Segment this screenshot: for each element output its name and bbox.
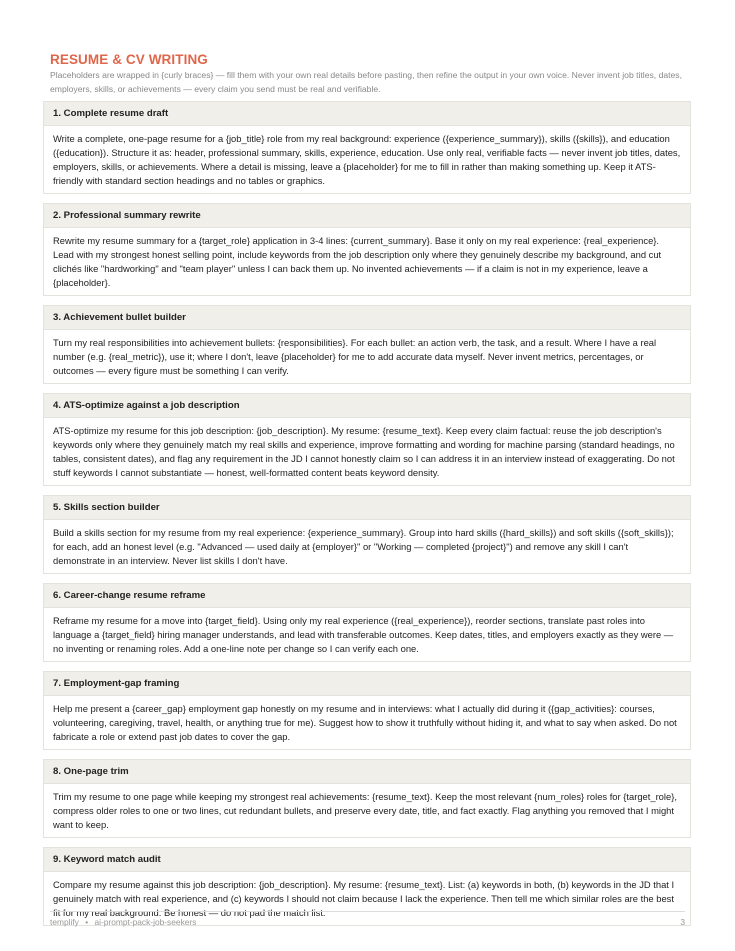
prompt-card <box>43 495 691 574</box>
prompt-body[interactable]: Build a skills section for my resume from my real experience: {experience_summary}. Group into hard skills ({hard_skills}) and soft skills ({soft_skills}); for each, add an honest level (e.g. "Advanced — used daily at {employer}" or "Working — completed {project}") and remove any skill I can't demonstrate in an interview. Never list skills I don't have. <box>53 527 674 566</box>
prompt-title: 9. Keyword match audit <box>44 848 690 872</box>
prompt-title: 3. Achievement bullet builder <box>44 306 690 330</box>
prompt-card <box>43 583 691 662</box>
prompt-body[interactable]: Rewrite my resume summary for a {target_role} application in 3-4 lines: {current_summary}. Base it only on my real experience: {real_experience}. Lead with my strongest honest selling point, include keywords from the job description only where they genuinely describe my background, and cut clichés like "hardworking" and "team player" unless I can back them up. No invented achievements — if a claim is not in my experience, leave a {placeholder}. <box>53 235 662 288</box>
prompt-title: 2. Professional summary rewrite <box>44 204 690 228</box>
prompt-body[interactable]: Help me present a {career_gap} employment gap honestly on my resume and in interviews: what I actually did during it ({gap_activities}: courses, volunteering, caregiving, travel, health, or anything true for me). Suggest how to show it truthfully without hiding it, and what to say when asked. Do not fabricate a role or extend past job dates to cover the gap. <box>53 703 677 742</box>
section-header <box>50 52 690 96</box>
prompt-title: 7. Employment-gap framing <box>44 672 690 696</box>
prompt-title: 6. Career-change resume reframe <box>44 584 690 608</box>
prompt-title: 8. One-page trim <box>44 760 690 784</box>
page-title: RESUME & CV WRITING <box>50 52 208 67</box>
prompt-title: 1. Complete resume draft <box>44 102 690 126</box>
prompt-card <box>43 671 691 750</box>
footer-credit <box>50 917 685 927</box>
page-footer <box>50 911 685 927</box>
prompt-body[interactable]: Trim my resume to one page while keeping my strongest real achievements: {resume_text}. Keep the most relevant {num_roles} roles for {target_role}, compress older roles to one or two lines, cut redundant bullets, and preserve every date, title, and fact exactly. Flag anything you removed that I might want to keep. <box>53 791 677 830</box>
prompt-card <box>43 393 691 486</box>
prompt-card <box>43 305 691 384</box>
prompt-card <box>43 759 691 838</box>
intro-note: Placeholders are wrapped in {curly braces} — fill them with your own real details before pasting, then refine the output in your own voice. Never invent job titles, dates, employers, skills, or achievements — every claim you send must be real and verifiable. <box>50 70 682 94</box>
prompt-card <box>43 203 691 296</box>
footer-doc-name: ai-prompt-pack-job-seekers <box>94 917 197 927</box>
prompt-title: 4. ATS-optimize against a job description <box>44 394 690 418</box>
prompt-body[interactable]: ATS-optimize my resume for this job description: {job_description}. My resume: {resume_text}. Keep every claim factual: reuse the job description's keywords only where they genuinely match my real skills and experience, improve formatting and wording for machine parsing (standard headings, no tables, consistent dates), and flag any requirement in the JD I cannot honestly claim so I can address it in an interview instead of exaggerating. Do not stuff keywords I cannot substantiate — honest, well-formatted content beats keyword density. <box>53 425 675 478</box>
prompt-body[interactable]: Write a complete, one-page resume for a {job_title} role from my real background: experience ({experience_summary}), skills ({skills}), and education ({education}). Structure it as: header, professional summary, skills, experience, education. Use only real, verifiable facts — never invent job titles, dates, employers, skills, or achievements. Where a detail is missing, leave a {placeholder} for me to fill in rather than making something up. Keep it ATS-friendly with standard section headings and no tables or graphics. <box>53 133 681 186</box>
prompt-card <box>43 101 691 194</box>
prompt-body[interactable]: Compare my resume against this job description: {job_description}. My resume: {resume_text}. List: (a) keywords in both, (b) keywords in the JD that I genuinely match with real experience, and (c) keywords I should not claim because I lack the experience. Then tell me which similar roles are the best fit for my real background. Be honest — do not pad the match list. <box>53 879 675 918</box>
prompt-title: 5. Skills section builder <box>44 496 690 520</box>
page-number: 3 <box>680 917 685 927</box>
prompt-body[interactable]: Turn my real responsibilities into achievement bullets: {responsibilities}. For each bullet: an action verb, the task, and a result. Where I have a real number (e.g. {real_metric}), use it; where I don't, leave {placeholder} for me to add accurate data myself. Never invent metrics, percentages, or outcomes — every figure must be something I can verify. <box>53 337 657 376</box>
prompt-list <box>43 101 691 935</box>
footer-separator: • <box>85 917 89 927</box>
footer-brand: templify <box>50 917 79 927</box>
prompt-body[interactable]: Reframe my resume for a move into {target_field}. Using only my real experience ({real_experience}), reorder sections, translate past roles into language a {target_field} hiring manager understands, and lead with transferable outcomes. Keep dates, titles, and employers exactly as they were — no inventing or renaming roles. Add a one-line note per change so I can verify each one. <box>53 615 674 654</box>
